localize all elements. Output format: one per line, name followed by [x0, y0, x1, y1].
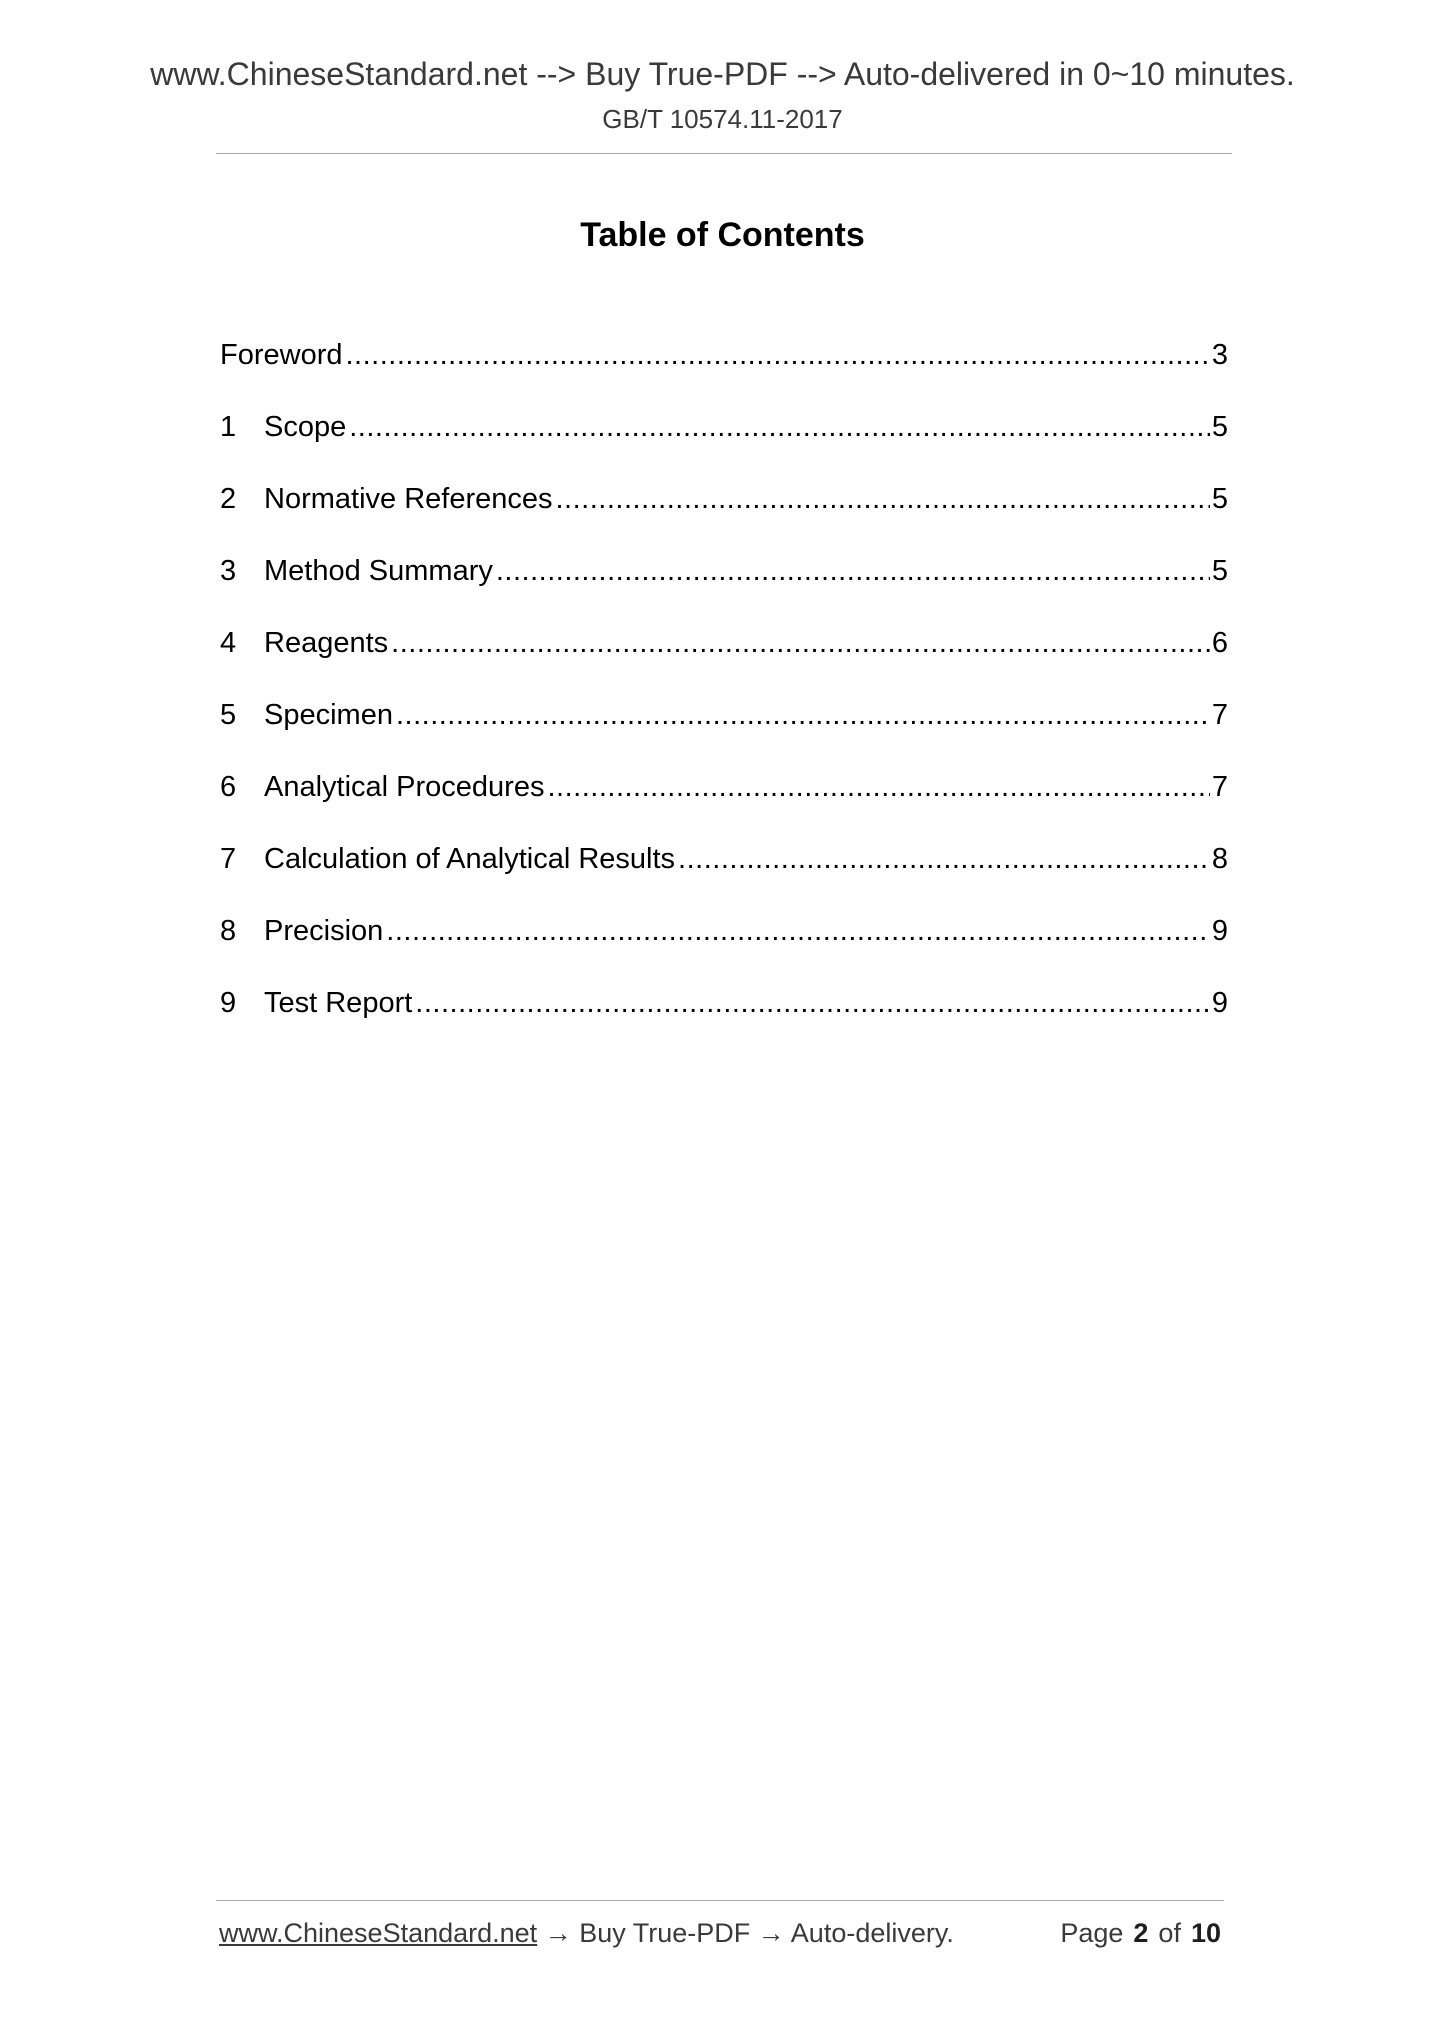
footer-divider: [216, 1900, 1224, 1901]
toc-dot-leader: [556, 475, 1210, 523]
table-of-contents: [220, 331, 1228, 1051]
footer-promo: [219, 1918, 954, 1949]
toc-entry-number: 5: [220, 699, 237, 731]
toc-entry-title: Test Report: [264, 987, 413, 1019]
toc-dot-leader: [396, 691, 1210, 739]
toc-dot-leader: [349, 403, 1210, 451]
toc-entry-normative-references[interactable]: [220, 475, 1228, 547]
toc-entry-specimen[interactable]: [220, 691, 1228, 763]
toc-entry-page: 5: [1211, 483, 1228, 515]
toc-entry-page: 8: [1211, 843, 1228, 875]
header-banner: www.ChineseStandard.net --> Buy True-PDF --> Auto-delivered in 0~10 minutes.: [150, 56, 1295, 92]
toc-entry-calculation-of-analytical-results[interactable]: [220, 835, 1228, 907]
toc-entry-analytical-procedures[interactable]: [220, 763, 1228, 835]
toc-entry-title: Normative References: [264, 483, 553, 515]
toc-entry-number: 1: [220, 411, 237, 443]
standard-id: GB/T 10574.11-2017: [602, 104, 843, 134]
toc-entry-title: Scope: [264, 411, 347, 443]
footer-site-link[interactable]: www.ChineseStandard.net: [219, 1918, 538, 1948]
page-indicator: [1060, 1918, 1221, 1949]
arrow-right-icon: →: [544, 1918, 572, 1948]
page-label: Page: [1060, 1918, 1124, 1948]
toc-entry-page: 6: [1211, 627, 1228, 659]
toc-entry-page: 5: [1211, 411, 1228, 443]
toc-entry-scope[interactable]: [220, 403, 1228, 475]
toc-dot-leader: [386, 907, 1210, 955]
toc-entry-number: 9: [220, 987, 237, 1019]
toc-entry-reagents[interactable]: [220, 619, 1228, 691]
toc-entry-foreword[interactable]: [220, 331, 1228, 403]
footer-delivery-text: Auto-delivery.: [790, 1918, 954, 1948]
toc-dot-leader: [547, 763, 1209, 811]
toc-entry-title: Reagents: [264, 627, 389, 659]
toc-entry-number: 7: [220, 843, 237, 875]
toc-entry-precision[interactable]: [220, 907, 1228, 979]
toc-dot-leader: [415, 979, 1210, 1027]
toc-entry-page: 9: [1211, 915, 1228, 947]
of-label: of: [1158, 1918, 1181, 1948]
toc-entry-method-summary[interactable]: [220, 547, 1228, 619]
toc-entry-title: Method Summary: [264, 555, 493, 587]
footer-buy-text: Buy True-PDF: [579, 1918, 751, 1948]
toc-entry-number: 3: [220, 555, 237, 587]
toc-dot-leader: [496, 547, 1210, 595]
toc-entry-title: Specimen: [264, 699, 393, 731]
page-title: Table of Contents: [580, 216, 865, 254]
toc-dot-leader: [678, 835, 1210, 883]
toc-entry-title: Precision: [264, 915, 384, 947]
header-divider: [216, 153, 1232, 154]
toc-entry-title: Foreword: [220, 339, 343, 371]
toc-entry-page: 5: [1211, 555, 1228, 587]
toc-entry-page: 3: [1211, 339, 1228, 371]
toc-dot-leader: [391, 619, 1210, 667]
arrow-right-icon: →: [757, 1918, 785, 1948]
page-current: 2: [1133, 1918, 1149, 1948]
toc-entry-number: 2: [220, 483, 237, 515]
toc-entry-number: 6: [220, 771, 237, 803]
toc-entry-number: 8: [220, 915, 237, 947]
page-total: 10: [1190, 1918, 1221, 1948]
toc-entry-page: 7: [1211, 771, 1228, 803]
toc-entry-page: 7: [1211, 699, 1228, 731]
toc-entry-title: Calculation of Analytical Results: [264, 843, 676, 875]
toc-entry-title: Analytical Procedures: [264, 771, 545, 803]
toc-entry-page: 9: [1211, 987, 1228, 1019]
toc-entry-number: 4: [220, 627, 237, 659]
toc-dot-leader: [346, 331, 1210, 379]
toc-entry-test-report[interactable]: [220, 979, 1228, 1051]
